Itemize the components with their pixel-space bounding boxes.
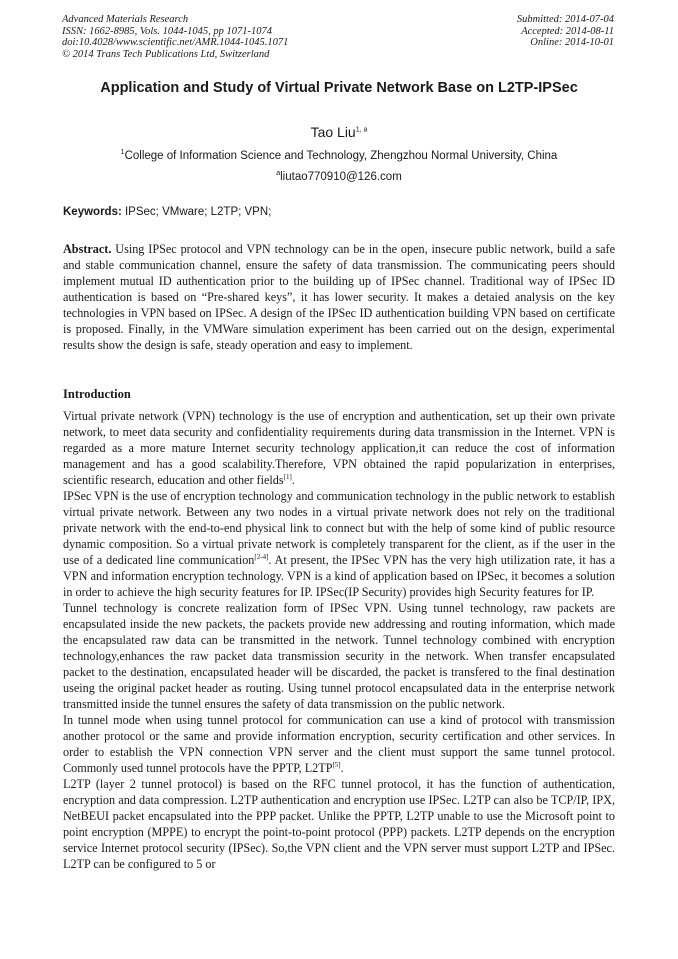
author-name: Tao Liu <box>310 124 356 140</box>
online-date: Online: 2014-10-01 <box>530 37 614 49</box>
submission-dates <box>517 14 614 49</box>
affiliation-marker: 1 <box>120 149 125 157</box>
paper-title: Application and Study of Virtual Private Network Base on L2TP-IPSec <box>100 80 578 96</box>
author-email[interactable]: liutao770910@126.com <box>280 171 402 183</box>
citation-ref: [5] <box>332 760 341 769</box>
citation-ref: [2-4] <box>254 552 269 561</box>
abstract <box>63 241 615 353</box>
journal-doi: doi:10.4028/www.scientific.net/AMR.1044-1045.1071 <box>62 37 289 49</box>
email-marker: a <box>276 170 281 178</box>
keywords-label: Keywords: <box>63 206 122 218</box>
author-line <box>40 124 638 140</box>
keywords <box>63 206 615 218</box>
affiliation-text: College of Information Science and Technology, Zhengzhou Normal University, China <box>124 150 558 162</box>
affiliation-line <box>40 150 638 162</box>
keywords-text: IPSec; VMware; L2TP; VPN; <box>121 206 272 218</box>
paragraph: IPSec VPN is the use of encryption technology and communication technology in the public network to establish virtual private network. Between any two nodes in a virtual private network does not rely on the traditional private network with the end-to-end physical link to connect but with the help of some kind of public resource dynamic composition. So a virtual private network is completely transparent for the client, as if the user in the use of a dedicated line communication[2-4]. At present, the IPSec VPN has the very high utilization rate, it has a VPN and information encryption technology. VPN is a kind of application based on IPSec, it becomes a solution in order to achieve the high security features for IP. IPSec(IP Security) provides high Security features for IP. <box>63 489 615 599</box>
paragraph: L2TP (layer 2 tunnel protocol) is based on the RFC tunnel protocol, it has the function of authentication, encryption and data compression. L2TP authentication and encryption use IPSec. L2TP can also be TCP/IP, IPX, NetBEUI packet encapsulated into the PPP packet. Unlike the PPTP, L2TP unable to use the Microsoft point to point encryption (MPPE) to encrypt the point-to-point protocol (PPP) packets. L2TP depends on the encryption service Internet protocol security (IPSec). So,the VPN client and the VPN server must support L2TP and IPSec. L2TP can be configured to 5 or <box>63 777 615 871</box>
paragraph: Tunnel technology is concrete realization form of IPSec VPN. Using tunnel technology, raw packets are encapsulated inside the new packets, the packets provide new addressing and routing information, which made the encapsulated raw data can be transmitted in the network. Tunnel technology combined with encryption technology,enhances the raw packet data transmission security in the network. When transfer encapsulated packet to the destination, encapsulated header will be discarded, the packet is transfered to the final destination useing the original packet header as routing. Using tunnel protocol encapsulated data in the enterprise network transmitted inside the tunnel ensures the safety of data transmission on the public network. <box>63 601 615 711</box>
journal-info <box>62 14 288 60</box>
journal-issn: ISSN: 1662-8985, Vols. 1044-1045, pp 1071-1074 <box>62 25 272 37</box>
paragraph: Virtual private network (VPN) technology is the use of encryption and authentication, set up their own private network, to meet data security and confidentiality requirements during data transmission in the Internet. VPN is regarded as a more mature Internet security technology application,it can reduce the cost of information management and has a good scalability.Therefore, VPN obtained the rapid popularization in enterprises, scientific research, education and other fields[1]. <box>63 409 615 487</box>
accepted-date: Accepted: 2014-08-11 <box>521 25 614 37</box>
journal-copyright: © 2014 Trans Tech Publications Ltd, Switzerland <box>62 48 270 60</box>
paragraph: In tunnel mode when using tunnel protocol for communication can use a kind of protocol with transmission another protocol or the same and provide information encryption, security certification and other services. In order to establish the VPN connection VPN server and the client must support the same tunnel protocol. Commonly used tunnel protocols have the PPTP, L2TP[5]. <box>63 713 615 775</box>
submitted-date: Submitted: 2014-07-04 <box>516 14 614 25</box>
citation-ref: [1] <box>283 472 292 481</box>
author-affiliation-marker: 1, a <box>355 126 368 134</box>
abstract-text: Using IPSec protocol and VPN technology can be in the open, insecure public network, build a safe and stable communication channel, ensure the safety of data transmission. The communicating peers should implement mutual ID authentication prior to the building up of IPSec channel. Traditional way of IPSec ID authentication is based on “Pre-shared keys”, it has lower security. It makes a detaied analysis on the key technologies in VPN based on IPSec. A design of the IPSec ID authentication building VPN based on certificate is proposed. Finally, in the VMWare simulation experiment has been carried out on the design, experimental results show the design is safe, steady operation and easy to implement. <box>63 242 615 352</box>
email-line <box>40 171 638 183</box>
abstract-label: Abstract. <box>63 242 112 256</box>
journal-name: Advanced Materials Research <box>62 14 189 25</box>
introduction-section <box>63 408 615 872</box>
section-heading-introduction: Introduction <box>63 387 131 401</box>
